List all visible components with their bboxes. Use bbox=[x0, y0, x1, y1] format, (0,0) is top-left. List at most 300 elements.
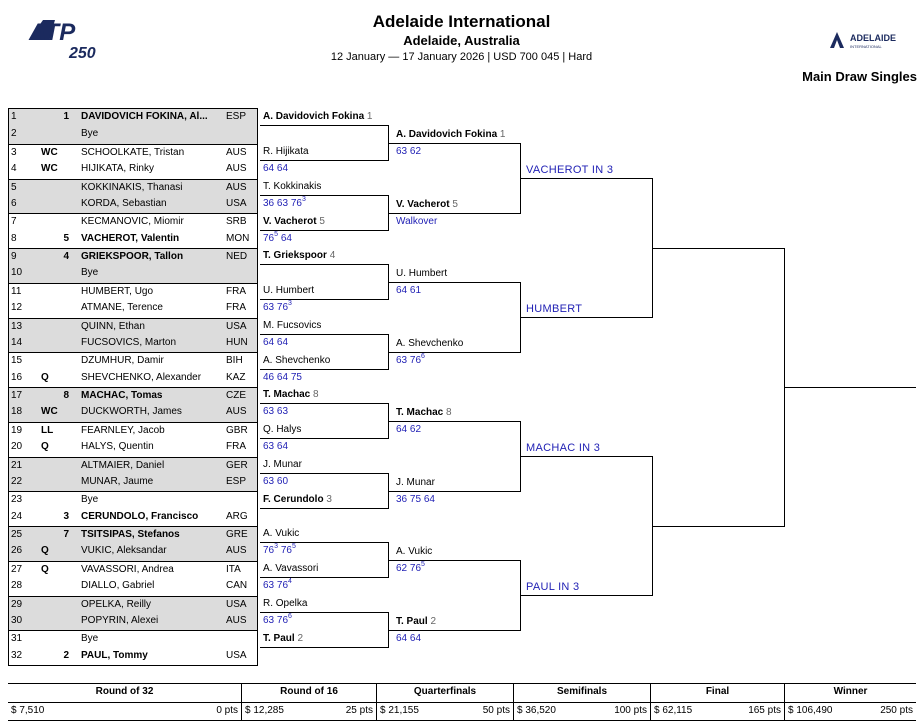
set-score: 63 bbox=[396, 146, 408, 158]
player-name: Bye bbox=[81, 267, 99, 279]
country-code: KAZ bbox=[226, 371, 246, 383]
draw-number: 12 bbox=[11, 302, 23, 314]
bracket-player-name: F. Cerundolo bbox=[263, 493, 324, 505]
draw-row bbox=[9, 144, 257, 161]
set-score: 76 bbox=[280, 545, 292, 557]
player-name: FUCSOVICS, Marton bbox=[81, 336, 177, 348]
bracket-player bbox=[263, 633, 303, 644]
set-score: 64 bbox=[409, 632, 422, 644]
prize-column bbox=[513, 683, 650, 721]
player-name: Bye bbox=[81, 494, 99, 506]
country-code: FRA bbox=[226, 285, 246, 297]
country-code: MON bbox=[226, 232, 250, 244]
bracket-player-name: A. Vukic bbox=[263, 528, 300, 540]
draw-number: 15 bbox=[11, 355, 23, 367]
atp-logo-text: ATP bbox=[29, 19, 76, 46]
set-score: 63 bbox=[276, 406, 289, 418]
match-score bbox=[263, 230, 292, 244]
set-score: 76 bbox=[276, 614, 289, 626]
country-code: USA bbox=[226, 197, 247, 209]
bracket-player-name: V. Vacherot bbox=[396, 198, 450, 210]
set-score: 64 bbox=[263, 163, 275, 175]
draw-row bbox=[9, 231, 257, 248]
draw-row bbox=[9, 352, 257, 369]
country-code: BIH bbox=[226, 355, 243, 367]
bracket-player bbox=[396, 268, 447, 279]
seed-number: 7 bbox=[63, 529, 69, 540]
ranking-points: 250 pts bbox=[880, 705, 913, 716]
atp-logo-sub: 250 bbox=[69, 45, 96, 60]
draw-number: 17 bbox=[11, 390, 23, 401]
draw-number: 5 bbox=[11, 181, 17, 193]
country-code: ESP bbox=[226, 475, 247, 487]
country-code: CAN bbox=[226, 580, 248, 592]
player-name: SHEVCHENKO, Alexander bbox=[81, 371, 202, 383]
draw-number: 11 bbox=[11, 285, 22, 297]
adelaide-logo-sub: INTERNATIONAL bbox=[850, 44, 882, 49]
country-code: AUS bbox=[226, 146, 247, 158]
country-code: USA bbox=[226, 598, 247, 610]
tiebreak-score: 6 bbox=[421, 352, 425, 360]
bracket-player bbox=[263, 146, 309, 157]
bracket-player bbox=[396, 338, 463, 349]
bracket-player bbox=[263, 494, 332, 505]
draw-number: 2 bbox=[11, 128, 17, 140]
country-code: GRE bbox=[226, 529, 248, 540]
player-name: ATMANE, Terence bbox=[81, 302, 163, 314]
prize-column bbox=[376, 683, 513, 721]
draw-number: 28 bbox=[11, 580, 23, 592]
semifinal-slot-label: HUMBERT bbox=[526, 303, 583, 316]
entry-type: Q bbox=[41, 563, 49, 575]
bracket-seed: 2 bbox=[297, 632, 304, 644]
set-score: 64 bbox=[423, 493, 435, 505]
draw-row bbox=[9, 474, 257, 491]
draw-row bbox=[9, 404, 257, 421]
draw-number: 7 bbox=[11, 216, 17, 228]
set-score: 61 bbox=[409, 285, 422, 297]
bracket-player bbox=[263, 355, 330, 366]
bracket-player-name: T. Paul bbox=[396, 615, 428, 627]
prize-money: $ 12,285 bbox=[245, 705, 284, 716]
bracket-player-name: T. Paul bbox=[263, 632, 295, 644]
bracket-line bbox=[260, 334, 388, 335]
set-score: 63 bbox=[276, 197, 289, 209]
match-score bbox=[263, 195, 306, 209]
player-name: DZUMHUR, Damir bbox=[81, 355, 164, 367]
entry-type: WC bbox=[41, 406, 58, 418]
semifinal-slot-label: MACHAC IN 3 bbox=[526, 442, 601, 455]
bracket-player-name: A. Shevchenko bbox=[263, 354, 331, 366]
player-name: VACHEROT, Valentin bbox=[81, 232, 180, 244]
draw-row bbox=[9, 213, 257, 230]
bracket-line bbox=[260, 473, 388, 474]
bracket-line bbox=[260, 299, 388, 300]
country-code: ITA bbox=[226, 563, 241, 575]
seed-number: 2 bbox=[63, 649, 69, 661]
match-score bbox=[263, 372, 302, 383]
country-code: AUS bbox=[226, 614, 247, 626]
bracket-seed: 8 bbox=[313, 389, 319, 401]
bracket-player bbox=[396, 546, 432, 557]
player-name: KORDA, Sebastian bbox=[81, 197, 167, 209]
draw-row bbox=[9, 300, 257, 317]
bracket-line bbox=[260, 508, 388, 509]
player-name: TSITSIPAS, Stefanos bbox=[81, 529, 180, 540]
set-score: 64 bbox=[280, 232, 292, 244]
tiebreak-score: 3 bbox=[288, 300, 292, 308]
player-name: CERUNDOLO, Francisco bbox=[81, 510, 199, 522]
bracket-seed: 8 bbox=[446, 407, 452, 419]
set-score: 76 bbox=[290, 197, 302, 209]
bracket-line bbox=[388, 143, 520, 144]
set-score: 64 bbox=[276, 336, 289, 348]
match-score bbox=[396, 352, 425, 366]
tiebreak-score: 5 bbox=[421, 561, 425, 569]
player-name: VUKIC, Aleksandar bbox=[81, 545, 167, 557]
draw-row bbox=[9, 543, 257, 560]
prize-money-table bbox=[8, 683, 916, 721]
bracket-line bbox=[260, 125, 388, 126]
prize-round-header: Winner bbox=[833, 686, 868, 697]
tournament-location: Adelaide, Australia bbox=[403, 33, 520, 48]
set-score: Walkover bbox=[396, 215, 438, 227]
tiebreak-score: 3 bbox=[301, 195, 306, 203]
player-name: POPYRIN, Alexei bbox=[81, 614, 159, 626]
set-score: 64 bbox=[276, 371, 289, 383]
draw-number: 25 bbox=[11, 529, 23, 540]
prize-round-header: Round of 16 bbox=[280, 686, 338, 697]
draw-number: 1 bbox=[11, 111, 17, 122]
bracket-player-name: J. Munar bbox=[396, 476, 435, 488]
match-score bbox=[263, 612, 292, 626]
draw-number: 3 bbox=[11, 146, 17, 158]
draw-number: 13 bbox=[11, 320, 23, 332]
country-code: ARG bbox=[226, 510, 248, 522]
bracket-line bbox=[520, 317, 652, 318]
draw-row bbox=[9, 283, 257, 300]
draw-number: 26 bbox=[11, 545, 23, 557]
match-score bbox=[263, 441, 288, 452]
bracket-line bbox=[260, 369, 388, 370]
bracket-line bbox=[260, 264, 388, 265]
country-code: NED bbox=[226, 251, 248, 262]
player-name: DIALLO, Gabriel bbox=[81, 580, 155, 592]
player-name: GRIEKSPOOR, Tallon bbox=[81, 251, 184, 262]
draw-number: 20 bbox=[11, 441, 23, 453]
draw-row bbox=[9, 630, 257, 647]
prize-column bbox=[784, 683, 916, 721]
prize-money: $ 36,520 bbox=[517, 705, 556, 716]
ranking-points: 100 pts bbox=[614, 705, 647, 716]
set-score: 60 bbox=[276, 475, 289, 487]
bracket-line bbox=[388, 352, 520, 353]
match-score bbox=[396, 424, 421, 435]
player-name: HUMBERT, Ugo bbox=[81, 285, 154, 297]
set-score: 76 bbox=[276, 302, 289, 314]
bracket-line bbox=[652, 526, 784, 527]
set-score: 75 bbox=[409, 493, 422, 505]
bracket-player-name: T. Kokkinakis bbox=[263, 180, 322, 192]
match-score bbox=[396, 146, 421, 157]
country-code: AUS bbox=[226, 406, 247, 418]
bracket-player-name: A. Vukic bbox=[396, 546, 433, 558]
country-code: FRA bbox=[226, 441, 246, 453]
bracket-player bbox=[263, 563, 318, 574]
entry-type: Q bbox=[41, 441, 49, 453]
player-name: HALYS, Quentin bbox=[81, 441, 154, 453]
draw-row bbox=[9, 370, 257, 387]
seed-number: 8 bbox=[63, 390, 69, 401]
bracket-player-name: T. Machac bbox=[396, 407, 444, 419]
set-score: 64 bbox=[396, 632, 408, 644]
draw-number: 31 bbox=[11, 633, 23, 645]
tiebreak-score: 5 bbox=[274, 230, 279, 238]
bracket-line bbox=[260, 542, 388, 543]
draw-list bbox=[8, 108, 258, 666]
bracket-line bbox=[520, 178, 652, 179]
draw-number: 27 bbox=[11, 563, 23, 575]
bracket-player bbox=[263, 320, 321, 331]
prize-money: $ 7,510 bbox=[11, 705, 45, 716]
bracket-player bbox=[263, 181, 321, 192]
bracket-player-name: M. Fucsovics bbox=[263, 319, 322, 331]
seed-number: 1 bbox=[63, 111, 69, 122]
bracket-line bbox=[260, 647, 388, 648]
draw-number: 21 bbox=[11, 459, 23, 471]
prize-round-header: Semifinals bbox=[556, 686, 608, 697]
draw-number: 23 bbox=[11, 494, 23, 506]
semifinal-slot-label: PAUL IN 3 bbox=[526, 581, 580, 594]
country-code: HUN bbox=[226, 336, 248, 348]
player-name: MUNAR, Jaume bbox=[81, 475, 154, 487]
bracket-player bbox=[396, 129, 505, 140]
bracket-player-name: T. Machac bbox=[263, 389, 311, 401]
draw-number: 30 bbox=[11, 614, 23, 626]
bracket-player bbox=[396, 199, 458, 210]
draw-number: 6 bbox=[11, 197, 17, 209]
set-score: 36 bbox=[396, 493, 408, 505]
bracket-line bbox=[388, 282, 520, 283]
bracket-line bbox=[260, 438, 388, 439]
bracket-player-name: R. Hijikata bbox=[263, 146, 309, 158]
seed-number: 5 bbox=[63, 232, 69, 244]
bracket-player bbox=[263, 424, 301, 435]
bracket-player-name: U. Humbert bbox=[396, 268, 448, 280]
seed-number: 4 bbox=[63, 251, 69, 262]
country-code: CZE bbox=[226, 390, 246, 401]
prize-money: $ 106,490 bbox=[788, 705, 833, 716]
match-score bbox=[263, 476, 288, 487]
player-name: FEARNLEY, Jacob bbox=[81, 424, 165, 436]
prize-column bbox=[8, 683, 241, 721]
player-name: PAUL, Tommy bbox=[81, 649, 148, 661]
draw-row bbox=[9, 179, 257, 196]
draw-row bbox=[9, 596, 257, 613]
bracket-seed: 4 bbox=[329, 250, 336, 262]
match-score bbox=[396, 285, 421, 296]
entry-type: Q bbox=[41, 371, 49, 383]
player-name: OPELKA, Reilly bbox=[81, 598, 152, 610]
bracket-player bbox=[263, 528, 299, 539]
draw-row bbox=[9, 248, 257, 265]
country-code: ESP bbox=[226, 111, 247, 122]
set-score: 62 bbox=[409, 146, 422, 158]
player-name: SCHOOLKATE, Tristan bbox=[81, 146, 185, 158]
country-code: FRA bbox=[226, 302, 246, 314]
seed-number: 3 bbox=[63, 510, 69, 522]
entry-type: WC bbox=[41, 163, 58, 175]
bracket-player-name: A. Davidovich Fokina bbox=[263, 111, 365, 123]
bracket-line bbox=[652, 248, 784, 249]
player-name: HIJIKATA, Rinky bbox=[81, 163, 154, 175]
draw-number: 24 bbox=[11, 510, 23, 522]
draw-number: 8 bbox=[11, 232, 17, 244]
bracket-seed: 1 bbox=[499, 129, 506, 141]
bracket-line bbox=[520, 595, 652, 596]
entry-type: WC bbox=[41, 146, 58, 158]
tournament-title: Adelaide International bbox=[372, 12, 551, 31]
draw-number: 14 bbox=[11, 336, 23, 348]
bracket-player bbox=[263, 598, 307, 609]
set-score: 76 bbox=[276, 580, 289, 592]
bracket-player bbox=[396, 616, 436, 627]
bracket-player bbox=[396, 477, 435, 488]
match-score bbox=[263, 406, 288, 417]
set-score: 76 bbox=[263, 232, 275, 244]
draw-row bbox=[9, 578, 257, 595]
draw-row bbox=[9, 196, 257, 213]
draw-row bbox=[9, 457, 257, 474]
set-score: 64 bbox=[263, 336, 275, 348]
set-score: 64 bbox=[276, 441, 289, 453]
match-score bbox=[263, 337, 288, 348]
bracket-line bbox=[388, 630, 520, 631]
draw-number: 4 bbox=[11, 163, 17, 175]
draw-number: 9 bbox=[11, 251, 17, 262]
tournament-info: 12 January — 17 January 2026 | USD 700 045 | Hard bbox=[330, 51, 593, 63]
match-score bbox=[396, 216, 437, 227]
bracket-player-name: V. Vacherot bbox=[263, 215, 317, 227]
player-name: QUINN, Ethan bbox=[81, 320, 145, 332]
player-name: KECMANOVIC, Miomir bbox=[81, 216, 184, 228]
ranking-points: 50 pts bbox=[482, 705, 510, 716]
draw-row bbox=[9, 509, 257, 526]
ranking-points: 0 pts bbox=[216, 705, 238, 716]
prize-round-header: Round of 32 bbox=[95, 686, 154, 697]
adelaide-logo-text: ADELAIDE bbox=[850, 33, 897, 43]
prize-column bbox=[241, 683, 376, 721]
match-score bbox=[263, 545, 296, 556]
player-name: VAVASSORI, Andrea bbox=[81, 563, 174, 575]
bracket-player-name: A. Davidovich Fokina bbox=[396, 129, 498, 141]
prize-money: $ 62,115 bbox=[654, 705, 693, 716]
set-score: 63 bbox=[263, 580, 275, 592]
draw-row bbox=[9, 648, 257, 665]
bracket-seed: 2 bbox=[430, 615, 437, 627]
draw-row bbox=[9, 439, 257, 456]
prize-money: $ 21,155 bbox=[380, 705, 419, 716]
country-code: AUS bbox=[226, 181, 247, 193]
bracket-player bbox=[263, 250, 335, 261]
bracket-player bbox=[396, 407, 452, 418]
draw-row bbox=[9, 335, 257, 352]
set-score: 63 bbox=[263, 406, 275, 418]
bracket-line bbox=[520, 456, 652, 457]
match-score bbox=[396, 494, 435, 505]
bracket-line bbox=[388, 560, 520, 561]
bracket-line bbox=[784, 387, 916, 388]
draw-row bbox=[9, 161, 257, 178]
match-score bbox=[263, 163, 288, 174]
country-code: GER bbox=[226, 459, 248, 471]
set-score: 63 bbox=[263, 614, 275, 626]
bracket-seed: 1 bbox=[366, 111, 373, 123]
draw-number: 10 bbox=[11, 267, 23, 279]
bracket-player-name: T. Griekspoor bbox=[263, 250, 327, 262]
bracket-line bbox=[260, 612, 388, 613]
bracket-player-name: A. Shevchenko bbox=[396, 337, 464, 349]
draw-row bbox=[9, 561, 257, 578]
prize-column bbox=[650, 683, 784, 721]
bracket-player bbox=[263, 459, 302, 470]
set-score: 76 bbox=[263, 545, 275, 557]
prize-round-header: Quarterfinals bbox=[413, 686, 477, 697]
bracket-line bbox=[388, 421, 520, 422]
bracket-player bbox=[263, 216, 325, 227]
entry-type: Q bbox=[41, 545, 49, 557]
draw-row bbox=[9, 126, 257, 143]
bracket-line bbox=[388, 491, 520, 492]
match-score bbox=[396, 633, 421, 644]
bracket-seed: 5 bbox=[319, 215, 325, 227]
country-code: SRB bbox=[226, 216, 247, 228]
bracket-line bbox=[388, 213, 520, 214]
bracket-line bbox=[260, 160, 388, 161]
draw-row bbox=[9, 422, 257, 439]
bracket-line bbox=[260, 403, 388, 404]
draw-number: 22 bbox=[11, 475, 23, 487]
ranking-points: 165 pts bbox=[748, 705, 781, 716]
bracket-line bbox=[260, 230, 388, 231]
set-score: 36 bbox=[263, 197, 275, 209]
set-score: 64 bbox=[276, 163, 289, 175]
tiebreak-score: 4 bbox=[288, 578, 292, 586]
bracket-player-name: U. Humbert bbox=[263, 285, 315, 297]
draw-row bbox=[9, 387, 257, 404]
draw-row bbox=[9, 526, 257, 543]
draw-row bbox=[9, 109, 257, 126]
draw-number: 29 bbox=[11, 598, 23, 610]
bracket-line bbox=[260, 577, 388, 578]
set-score: 64 bbox=[396, 424, 408, 436]
ranking-points: 25 pts bbox=[345, 705, 373, 716]
match-score bbox=[263, 302, 292, 313]
player-name: DUCKWORTH, James bbox=[81, 406, 182, 418]
draw-type-label: Main Draw Singles bbox=[802, 69, 917, 84]
bracket-seed: 5 bbox=[452, 198, 458, 210]
country-code: GBR bbox=[226, 424, 248, 436]
country-code: AUS bbox=[226, 545, 247, 557]
bracket-player-name: J. Munar bbox=[263, 458, 302, 470]
entry-type: LL bbox=[41, 424, 54, 436]
tiebreak-score: 5 bbox=[291, 543, 296, 551]
draw-row bbox=[9, 491, 257, 508]
bracket-player bbox=[263, 389, 319, 400]
match-score bbox=[263, 580, 292, 591]
set-score: 46 bbox=[263, 371, 275, 383]
match-score bbox=[396, 563, 425, 574]
